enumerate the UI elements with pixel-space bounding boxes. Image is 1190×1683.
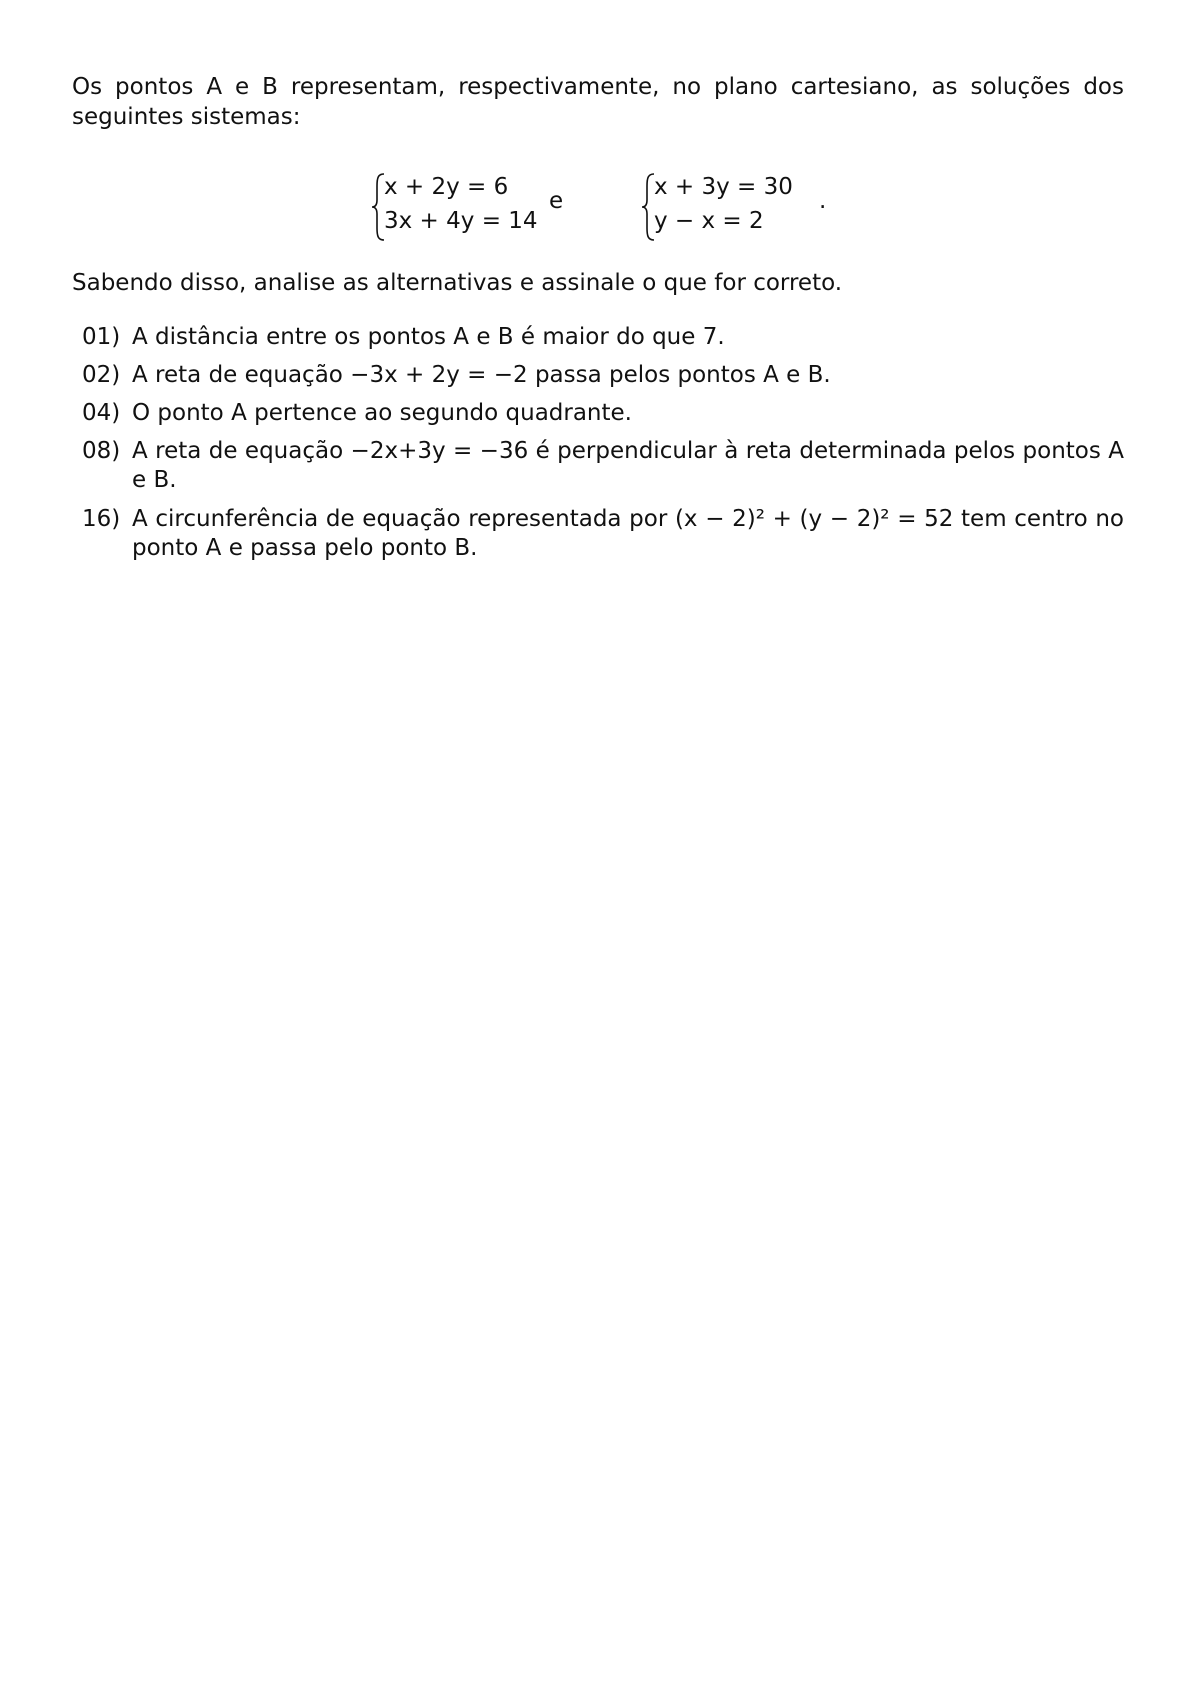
alternative-text: A reta de equação −3x + 2y = −2 passa pelos pontos A e B.	[132, 362, 831, 388]
alternative-number: 01)	[82, 324, 121, 350]
system-left-equation-2: 3x + 4y = 14	[384, 208, 538, 234]
question-intro: Os pontos A e B representam, respectivamente, no plano cartesiano, as soluções dos seguintes sistemas:	[72, 74, 1124, 130]
alternative-text: O ponto A pertence ao segundo quadrante.	[132, 400, 632, 426]
alternative-text: A reta de equação −2x+3y = −36 é perpendicular à reta determinada pelos pontos A e B.	[132, 438, 1124, 493]
alternative-text: A circunferência de equação representada por (x − 2)² + (y − 2)² = 52 tem centro no ponto A e passa pelo ponto B.	[132, 506, 1124, 561]
system-right-equation-2: y − x = 2	[654, 208, 764, 234]
alternative-number: 02)	[82, 362, 121, 388]
alternative-number: 04)	[82, 400, 121, 426]
system-left-equation-1: x + 2y = 6	[384, 174, 509, 200]
question-instruction: Sabendo disso, analise as alternativas e assinale o que for correto.	[72, 270, 843, 296]
equation-systems	[72, 168, 1124, 248]
systems-terminator: .	[819, 188, 827, 214]
system-right	[640, 168, 820, 244]
alternative-number: 08)	[82, 438, 121, 464]
system-left	[370, 168, 550, 244]
system-right-equation-1: x + 3y = 30	[654, 174, 793, 200]
systems-connector: e	[549, 188, 564, 214]
alternative-text: A distância entre os pontos A e B é maior do que 7.	[132, 324, 725, 350]
alternative-number: 16)	[82, 506, 121, 532]
